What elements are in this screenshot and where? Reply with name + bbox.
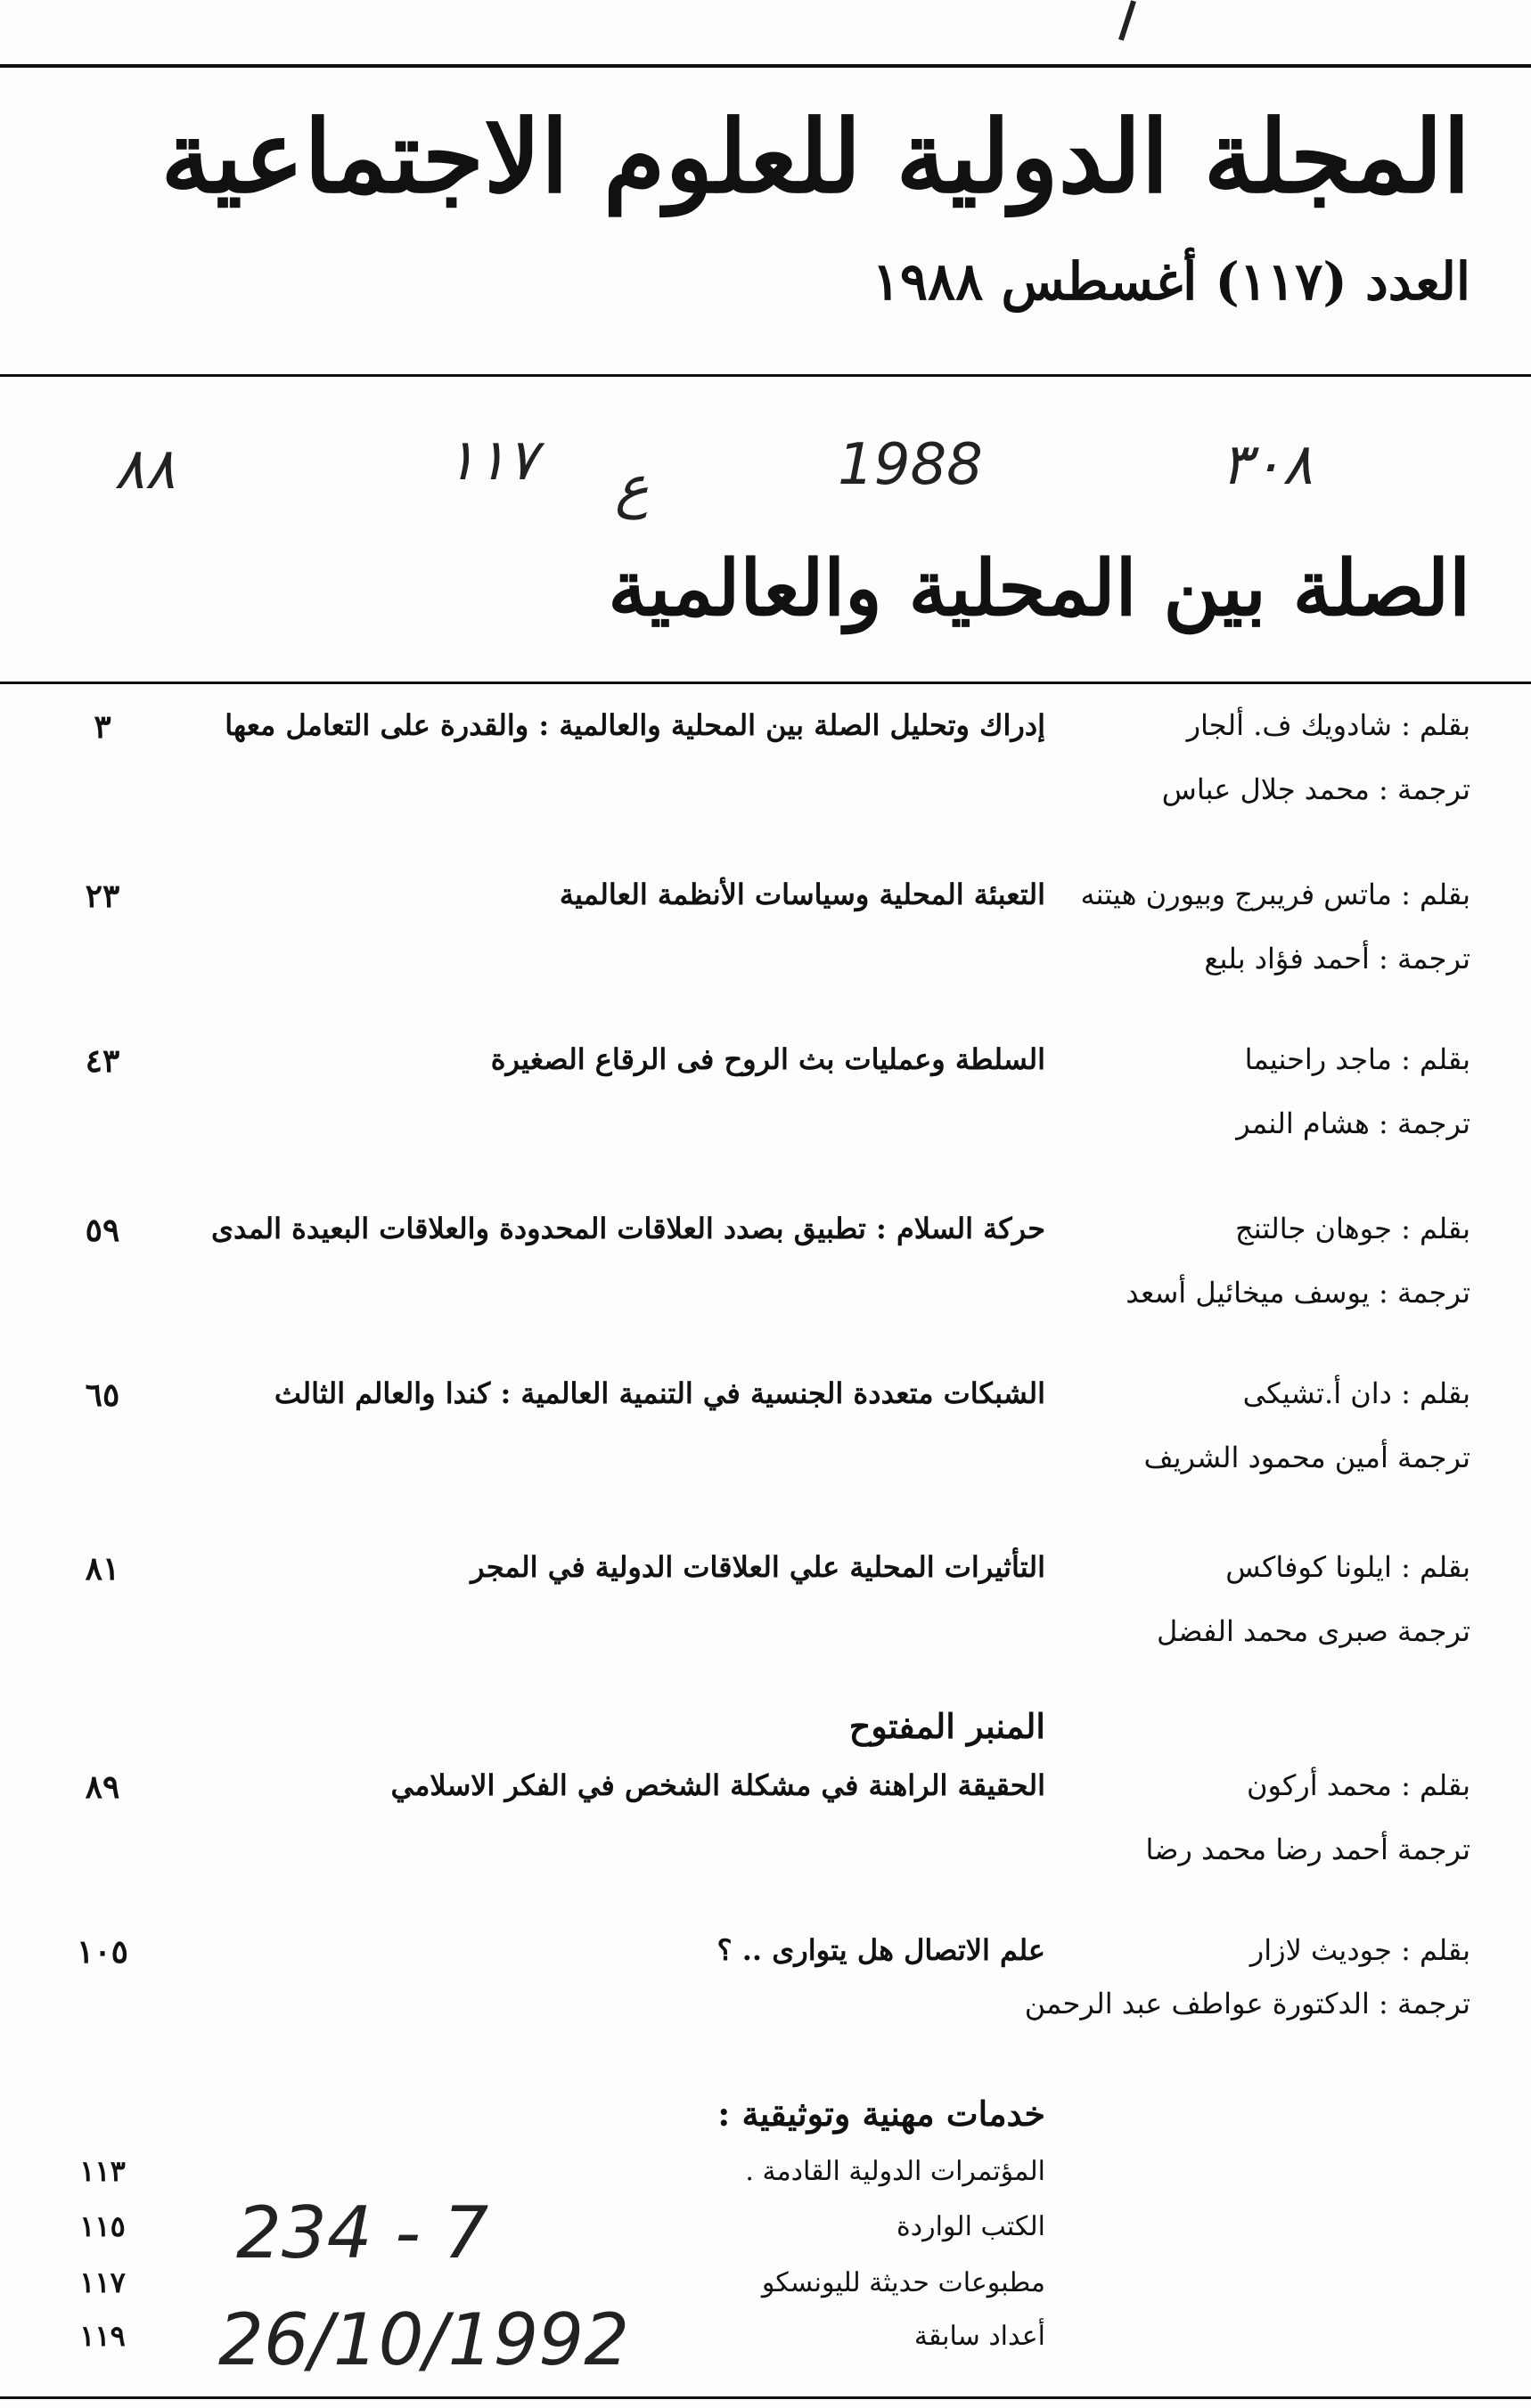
entry-translator: ترجمة أحمد رضا محمد رضا [1145,1833,1470,1866]
service-item: أعداد سابقة [913,2321,1045,2352]
entry-page: ١٠٥ [76,1933,128,1971]
entry-translator: ترجمة : محمد جلال عباس [1161,772,1470,806]
handwritten-tick [1118,0,1136,41]
entry-title: التعبئة المحلية وسياسات الأنظمة العالمية [559,877,1045,911]
entry-title: الشبكات متعددة الجنسية في التنمية العالمية : كندا والعالم الثالث [274,1376,1045,1410]
entry-translator: ترجمة صبرى محمد الفضل [1157,1614,1470,1648]
service-page: ١١٥ [79,2209,126,2243]
theme-title: الصلة بين المحلية والعالمية [608,543,1470,633]
toc-entry [0,1768,1531,1902]
entry-page: ٦٥ [85,1376,120,1414]
top-rule [0,64,1531,68]
service-item: الكتب الواردة [896,2211,1045,2242]
entry-page: ٣ [94,708,111,746]
handwritten-mark: ٨٨ [114,437,176,502]
service-page: ١١٧ [79,2265,126,2299]
entry-author: بقلم : ماجد راحنيما [1244,1042,1470,1076]
service-item: المؤتمرات الدولية القادمة . [745,2156,1045,2187]
entry-author: بقلم : ماتس فريبرج وبيورن هيتنه [1080,877,1470,911]
entry-author: بقلم : محمد أركون [1247,1768,1470,1802]
entry-translator: ترجمة : الدكتورة عواطف عبد الرحمن [1024,1987,1470,2020]
header-rule [0,374,1531,377]
entry-translator: ترجمة : أحمد فؤاد بلبع [1204,942,1470,975]
entry-title: الحقيقة الراهنة في مشكلة الشخص في الفكر الاسلامي [390,1768,1045,1802]
services-heading: خدمات مهنية وتوثيقية : [717,2094,1045,2134]
toc-entry [0,708,1531,842]
entry-page: ٥٩ [85,1212,120,1249]
toc-entry [0,1042,1531,1176]
entry-author: بقلم : جوهان جالتنج [1235,1212,1470,1245]
toc-entry [0,1376,1531,1510]
toc-entry [0,1212,1531,1345]
entry-title: حركة السلام : تطبيق بصدد العلاقات المحدودة والعلاقات البعيدة المدى [211,1212,1045,1245]
entry-translator: ترجمة : هشام النمر [1236,1106,1470,1140]
handwritten-mark: ٣٠٨ [1221,432,1314,498]
entry-page: ٢٣ [85,877,120,915]
toc-entry [0,1550,1531,1684]
handwritten-mark: 1988 [838,432,983,498]
handwritten-mark: ١١٧ [446,428,538,494]
entry-title: إدراك وتحليل الصلة بين المحلية والعالمية : والقدرة على التعامل معها [225,708,1045,742]
handwritten-stamp-number: 234 - 7 [236,2192,489,2274]
entry-title: التأثيرات المحلية علي العلاقات الدولية في المجر [471,1550,1045,1584]
theme-rule [0,682,1531,684]
entry-author: بقلم : جوديث لازار [1249,1933,1470,1967]
service-item: مطبوعات حديثة لليونسكو [761,2267,1045,2298]
entry-title: علم الاتصال هل يتوارى .. ؟ [716,1933,1045,1967]
entry-translator: ترجمة أمين محمود الشريف [1143,1441,1470,1474]
entry-author: بقلم : ايلونا كوفاكس [1225,1550,1470,1584]
toc-entry [0,1933,1531,2067]
issue-line: العدد (١١٧) أغسطس ١٩٨٨ [872,251,1470,312]
entry-translator: ترجمة : يوسف ميخائيل أسعد [1126,1276,1470,1310]
handwritten-stamp-date: 26/10/1992 [218,2298,630,2381]
service-page: ١١٣ [79,2154,126,2188]
entry-author: بقلم : دان أ.تشيكى [1242,1376,1470,1410]
service-page: ١١٩ [79,2319,126,2353]
journal-title: المجلة الدولية للعلوم الاجتماعية [160,99,1470,216]
entry-page: ٤٣ [85,1042,120,1080]
entry-page: ٨٩ [85,1768,120,1806]
bottom-rule [0,2396,1531,2399]
entry-page: ٨١ [85,1550,120,1588]
entry-author: بقلم : شادويك ف. ألجار [1186,708,1470,742]
toc-entry [0,877,1531,1011]
handwritten-mark: ع [615,454,650,520]
entry-title: السلطة وعمليات بث الروح فى الرقاع الصغيرة [490,1042,1045,1076]
open-forum-heading: المنبر المفتوح [848,1706,1045,1746]
